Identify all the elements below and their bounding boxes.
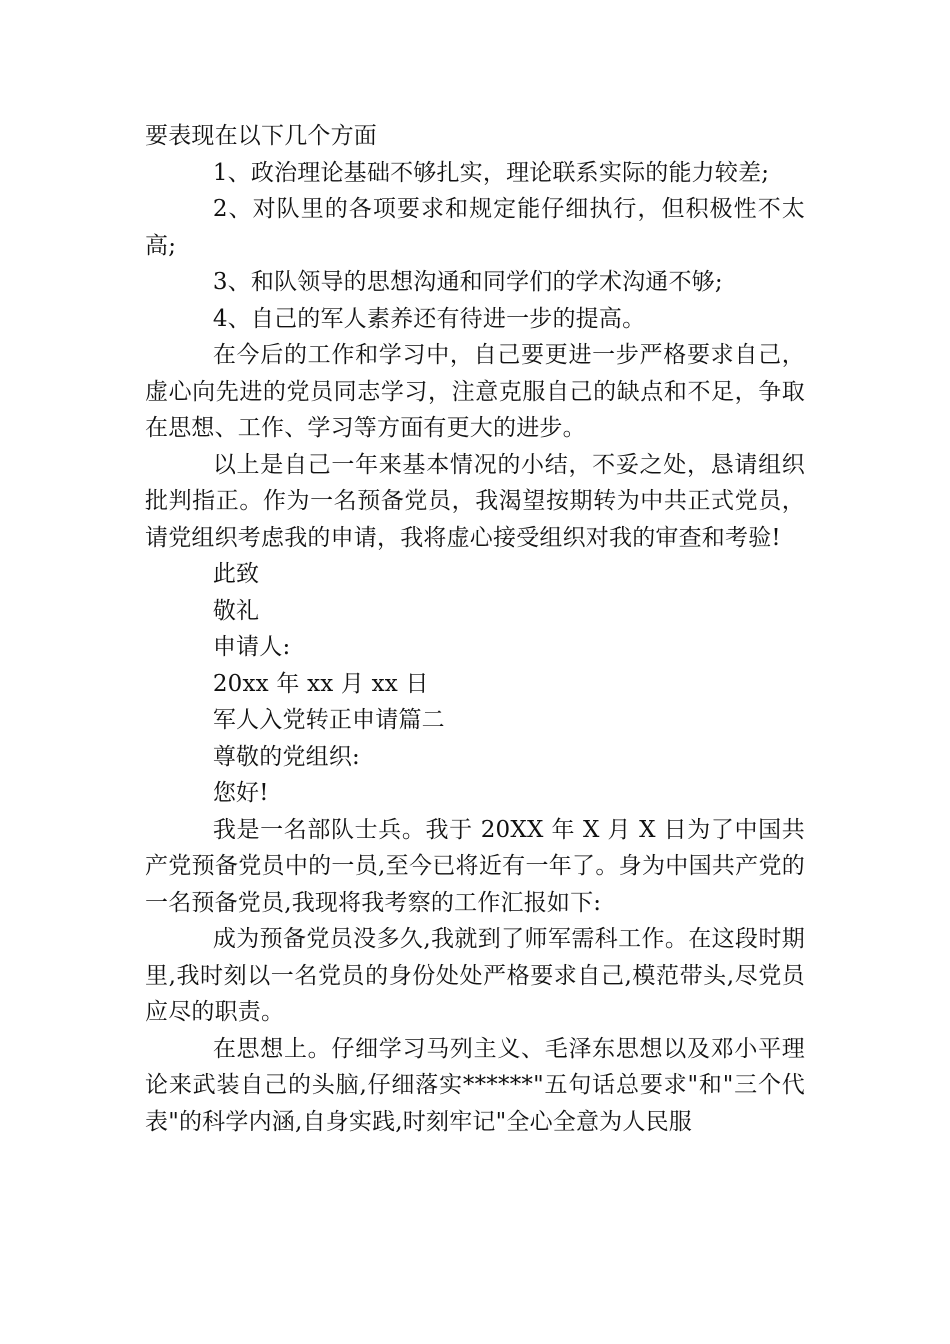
paragraph-intro: 要表现在以下几个方面 xyxy=(145,123,377,149)
date-line: 20xx 年 xx 月 xx 日 xyxy=(212,670,429,697)
paragraph-thought: 在思想上。仔细学习马列主义、毛泽东思想以及邓小平理论来武装自己的头脑,仔细落实******"五句话总要求"和"三个代表"的科学内涵,自身实践,时刻牢记"全心全意为人民服 xyxy=(145,1035,805,1135)
paragraph-future-plan: 在今后的工作和学习中，自己要更进一步严格要求自己，虚心向先进的党员同志学习，注意克服自己的缺点和不足，争取在思想、工作、学习等方面有更大的进步。 xyxy=(145,342,805,441)
greeting: 您好! xyxy=(212,780,269,806)
salutation: 尊敬的党组织: xyxy=(212,743,360,770)
paragraph-self-intro: 我是一名部队士兵。我于 20XX 年 X 月 X 日为了中国共产党预备党员中的一员,至今已将近有一年了。身为中国共产党的一名预备党员,我现将我考察的工作汇报如下: xyxy=(145,816,805,916)
section-title: 军人入党转正申请篇二 xyxy=(212,707,445,733)
applicant-label: 申请人: xyxy=(212,634,291,660)
paragraph-item-1: 1、政治理论基础不够扎实，理论联系实际的能力较差; xyxy=(212,159,770,186)
closing-jingli: 敬礼 xyxy=(212,597,260,624)
paragraph-work: 成为预备党员没多久,我就到了师军需科工作。在这段时期里,我时刻以一名党员的身份处处严格要求自己,模范带头,尽党员应尽的职责。 xyxy=(145,926,805,1025)
closing-cizhi: 此致 xyxy=(212,561,260,587)
paragraph-item-4: 4、自己的军人素养还有待进一步的提高。 xyxy=(212,305,646,332)
paragraph-item-3: 3、和队领导的思想沟通和同学们的学术沟通不够; xyxy=(212,269,723,295)
document-body xyxy=(145,118,805,1140)
paragraph-summary: 以上是自己一年来基本情况的小结，不妥之处，恳请组织批判指正。作为一名预备党员，我渴望按期转为中共正式党员，请党组织考虑我的申请，我将虚心接受组织对我的审查和考验! xyxy=(145,451,805,551)
paragraph-item-2: 2、对队里的各项要求和规定能仔细执行，但积极性不太高; xyxy=(145,196,805,259)
